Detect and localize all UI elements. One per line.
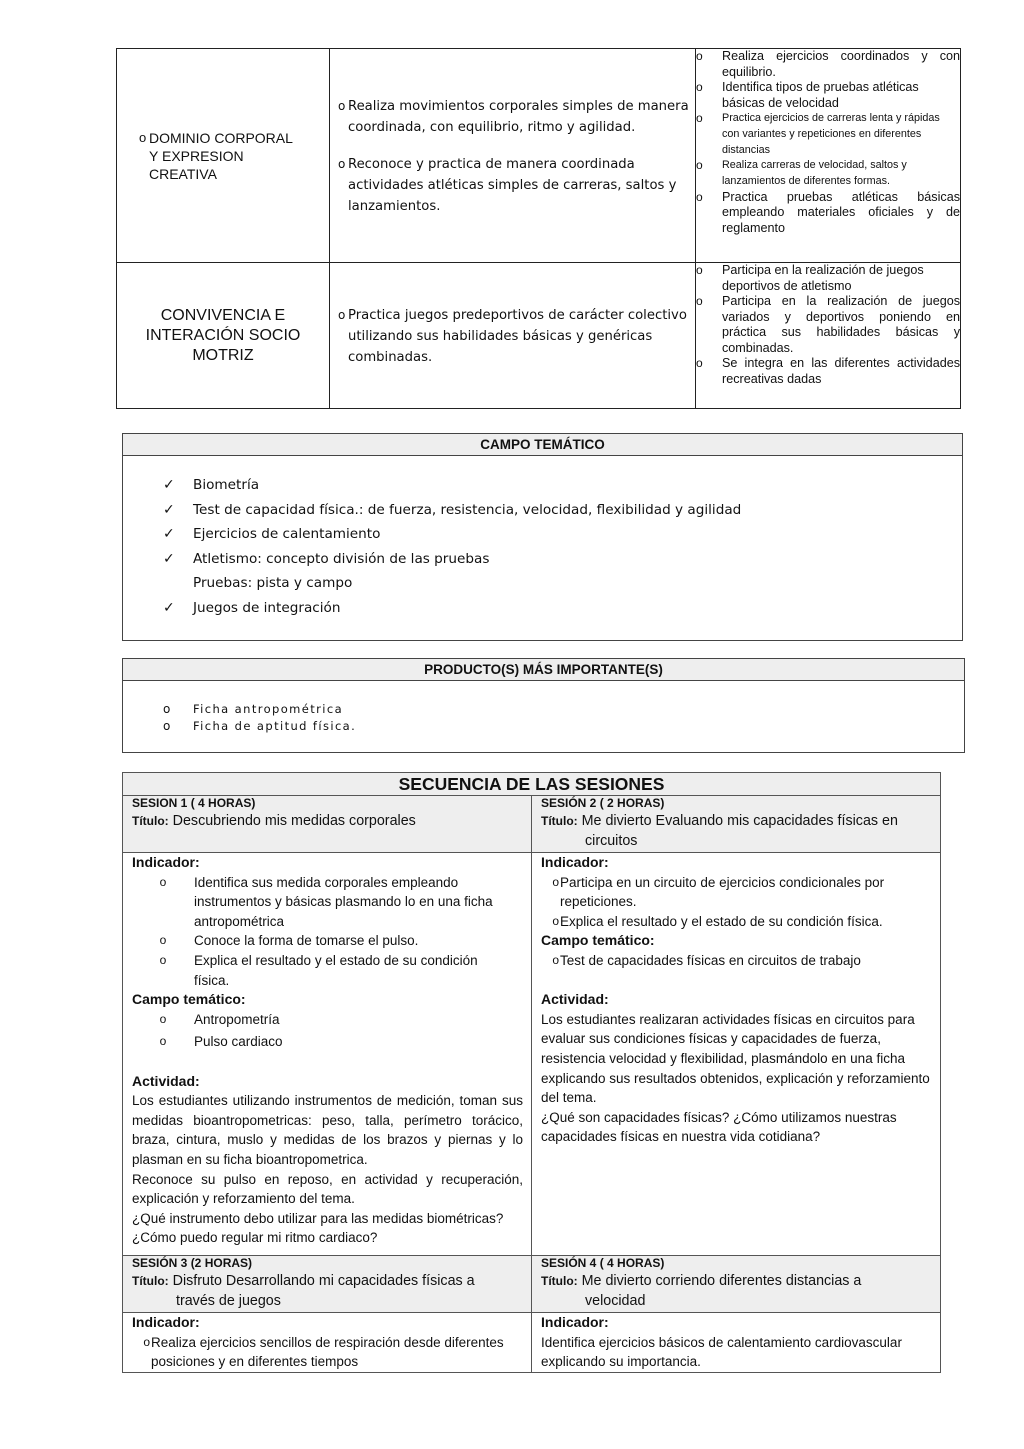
- list-item: ✓ Juegos de integración: [163, 596, 962, 621]
- session-title: Título: Me divierto Evaluando mis capacidades físicas en circuitos: [541, 813, 898, 849]
- session-title: Título: Descubriendo mis medidas corporales: [132, 813, 416, 829]
- indicator-item: o Realiza carreras de velocidad, saltos y lanzamientos de diferentes formas.: [696, 158, 960, 190]
- session-body: Indicador: o Realiza ejercicios sencillos de respiración desde diferentes posiciones y en diferentes tiempos: [123, 1313, 532, 1373]
- campo-item: o Antropometría: [132, 1010, 523, 1030]
- competency-row: [117, 49, 961, 263]
- session-header: [123, 1256, 532, 1313]
- session-body: Indicador: o Identifica sus medida corporales empleando instrumentos y básicas plasmando lo en una ficha antropométrica o Conoce la forma de tomarse el pulso. o Explica el resultado y el estado de su condición física. Campo temático: o Antropometría o Pulso cardiaco Actividad: Los estudiantes utilizando instrumentos de medición, toman sus medidas bioantropometricas: peso, talla, perímetro torácico, braza, cintura, muslo y medidas de los brazos y piernas y lo plasman en su ficha bioantropometrica. Reconoce su pulso en reposo, en actividad y recuperación, explicación y reforzamiento del tema. ¿Qué instrumento debo utilizar para las medidas biométricas? ¿Cómo puedo regular mi ritmo cardiaco?: [123, 853, 532, 1256]
- indicator-item: o Participa en la realización de juegos variados y deportivos poniendo en práctica sus habilidades básicas y combinadas.: [696, 294, 960, 355]
- list-item: o Ficha antropométrica: [163, 702, 344, 716]
- session-number: SESIÓN 3 (2 HORAS): [132, 1256, 253, 1270]
- circle-bullet-icon: o: [163, 719, 171, 733]
- circle-bullet-icon: o: [159, 952, 167, 967]
- indicator-item: o Practica ejercicios de carreras lenta y rápidas con variantes y repeticiones en diferentes distancias: [696, 111, 960, 158]
- indicator-item: o Realiza ejercicios coordinados y con equilibrio.: [696, 49, 960, 79]
- capacity-item: o Realiza movimientos corporales simples de manera coordinada, con equilibrio, ritmo y agilidad.: [338, 96, 689, 138]
- list-item: Pruebas: pista y campo: [193, 575, 353, 591]
- session-number: SESION 1 ( 4 HORAS): [132, 796, 256, 810]
- list-item: ✓ Ejercicios de calentamiento: [163, 522, 962, 547]
- indicator-item: o Practica pruebas atléticas básicas empleando materiales oficiales y de reglamento: [696, 189, 960, 235]
- indicator-text: Identifica ejercicios básicos de calentamiento cardiovascular explicando su importancia.: [541, 1334, 902, 1370]
- indicator-cell: [696, 263, 961, 409]
- session-body: Indicador: Identifica ejercicios básicos de calentamiento cardiovascular explicando su importancia.: [532, 1313, 941, 1373]
- list-item: ✓ Biometría: [163, 473, 962, 498]
- indicator-item: o Explica el resultado y el estado de su condición física.: [541, 912, 932, 932]
- session-header: [532, 1256, 941, 1313]
- session-header-row: [123, 1256, 941, 1313]
- capacity-cell: [330, 49, 696, 263]
- campo-tematico-box: [122, 433, 963, 641]
- competency-table: [116, 48, 961, 409]
- checkmark-icon: ✓: [163, 501, 175, 518]
- circle-bullet-icon: o: [338, 99, 346, 113]
- circle-bullet-icon: o: [338, 308, 346, 322]
- capacity-item: o Reconoce y practica de manera coordinada actividades atléticas simples de carreras, saltos y lanzamientos.: [338, 154, 689, 217]
- activity-text: Los estudiantes realizaran actividades físicas en circuitos para evaluar sus condiciones físicas y capacidades de fuerza, resistencia velocidad y flexibilidad, plasmándolo en una ficha explicando sus resultados obtenidos, explicación y reforzamiento del tema.: [541, 1011, 930, 1106]
- session-header-row: [123, 796, 941, 853]
- indicator-item: o Identifica sus medida corporales empleando instrumentos y básicas plasmando lo en una ficha antropométrica: [132, 873, 523, 932]
- indicator-item: o Realiza ejercicios sencillos de respiración desde diferentes posiciones y en diferentes tiempos: [132, 1333, 523, 1372]
- indicator-item: o Se integra en las diferentes actividades recreativas dadas: [696, 356, 960, 386]
- campo-tematico-title: CAMPO TEMÁTICO: [123, 434, 962, 456]
- activity-question: ¿Qué instrumento debo utilizar para las medidas biométricas?: [132, 1210, 504, 1226]
- producto-title: PRODUCTO(S) MÁS IMPORTANTE(S): [123, 659, 964, 681]
- circle-bullet-icon: o: [159, 1011, 167, 1026]
- circle-bullet-icon: o: [159, 874, 167, 889]
- competency-name: DOMINIO CORPORAL Y EXPRESION CREATIVA: [149, 129, 293, 182]
- activity-text: Reconoce su pulso en reposo, en actividad y recuperación, explicación y reforzamiento del tema.: [132, 1171, 523, 1207]
- circle-bullet-icon: o: [552, 913, 559, 928]
- campo-item: o Pulso cardiaco: [132, 1032, 523, 1052]
- circle-bullet-icon: o: [139, 129, 147, 145]
- producto-list: [123, 681, 964, 735]
- circle-bullet-icon: o: [159, 1034, 167, 1049]
- session-body-row: [123, 1313, 941, 1373]
- competency-row: [117, 263, 961, 409]
- session-title: Título: Disfruto Desarrollando mi capacidades físicas a través de juegos: [132, 1273, 475, 1309]
- indicator-item: o Participa en la realización de juegos deportivos de atletismo: [696, 263, 924, 293]
- checkmark-icon: ✓: [163, 477, 175, 493]
- capacity-cell: [330, 263, 696, 409]
- indicator-item: o Conoce la forma de tomarse el pulso.: [132, 931, 523, 951]
- circle-bullet-icon: o: [143, 1334, 150, 1349]
- activity-text: Los estudiantes utilizando instrumentos de medición, toman sus medidas bioantropometricas: peso, talla, perímetro torácico, braza, cintura, muslo y medidas de los brazos y piernas y lo plasman en su ficha bioantropometrica.: [132, 1093, 523, 1167]
- circle-bullet-icon: o: [696, 189, 703, 204]
- session-body: Indicador: o Participa en un circuito de ejercicios condicionales por repeticiones. o Explica el resultado y el estado de su condición física. Campo temático: o Test de capacidades físicas en circuitos de trabajo Actividad: Los estudiantes realizaran actividades físicas en circuitos para evaluar sus condiciones físicas y capacidades de fuerza, resistencia velocidad y flexibilidad, plasmándolo en una ficha explicando sus resultados obtenidos, explicación y reforzamiento del tema. ¿Qué son capacidades físicas? ¿Cómo utilizamos nuestras capacidades físicas en nuestra vida cotidiana?: [532, 853, 941, 1256]
- indicator-cell: [696, 49, 961, 263]
- competency-cell: [117, 263, 330, 409]
- circle-bullet-icon: o: [159, 933, 167, 948]
- session-title: Título: Me divierto corriendo diferentes distancias a velocidad: [541, 1273, 862, 1309]
- list-item: ✓ Atletismo: concepto división de las pruebas: [163, 547, 962, 572]
- circle-bullet-icon: o: [552, 952, 559, 967]
- circle-bullet-icon: o: [696, 356, 703, 370]
- checkmark-icon: ✓: [163, 599, 175, 616]
- checkmark-icon: ✓: [163, 550, 175, 567]
- circle-bullet-icon: o: [696, 111, 703, 125]
- circle-bullet-icon: o: [696, 49, 703, 63]
- competency-cell: [117, 49, 330, 263]
- competency-name: CONVIVENCIA E INTERACIÓN SOCIO MOTRIZ: [145, 306, 301, 364]
- campo-item: o Test de capacidades físicas en circuitos de trabajo: [541, 951, 932, 971]
- sessions-table: [122, 772, 941, 1373]
- circle-bullet-icon: o: [163, 702, 171, 716]
- capacity-item: o Practica juegos predeportivos de carácter colectivo utilizando sus habilidades básicas y genéricas combinadas.: [338, 305, 689, 368]
- circle-bullet-icon: o: [338, 157, 346, 171]
- list-item: ✓ Test de capacidad física.: de fuerza, resistencia, velocidad, flexibilidad y agilidad: [163, 498, 962, 523]
- checkmark-icon: ✓: [163, 526, 175, 542]
- circle-bullet-icon: o: [696, 158, 703, 173]
- session-header: [532, 796, 941, 853]
- session-header: [123, 796, 532, 853]
- indicator-item: o Identifica tipos de pruebas atléticas básicas de velocidad: [696, 80, 919, 110]
- circle-bullet-icon: o: [696, 263, 703, 277]
- session-number: SESIÓN 2 ( 2 HORAS): [541, 796, 665, 810]
- sessions-title: SECUENCIA DE LAS SESIONES: [123, 773, 941, 796]
- activity-question: ¿Qué son capacidades físicas? ¿Cómo utilizamos nuestras capacidades físicas en nuestra vida cotidiana?: [541, 1109, 897, 1145]
- session-body-row: [123, 853, 941, 1256]
- circle-bullet-icon: o: [696, 80, 703, 94]
- indicator-item: o Explica el resultado y el estado de su condición física.: [132, 951, 523, 990]
- producto-box: [122, 658, 965, 753]
- list-item: o Ficha de aptitud física.: [163, 719, 357, 733]
- campo-tematico-list: [123, 456, 962, 620]
- session-number: SESIÓN 4 ( 4 HORAS): [541, 1256, 665, 1270]
- circle-bullet-icon: o: [696, 294, 703, 308]
- activity-question: ¿Cómo puedo regular mi ritmo cardiaco?: [132, 1230, 378, 1246]
- circle-bullet-icon: o: [552, 874, 559, 889]
- indicator-item: o Participa en un circuito de ejercicios condicionales por repeticiones.: [541, 873, 932, 912]
